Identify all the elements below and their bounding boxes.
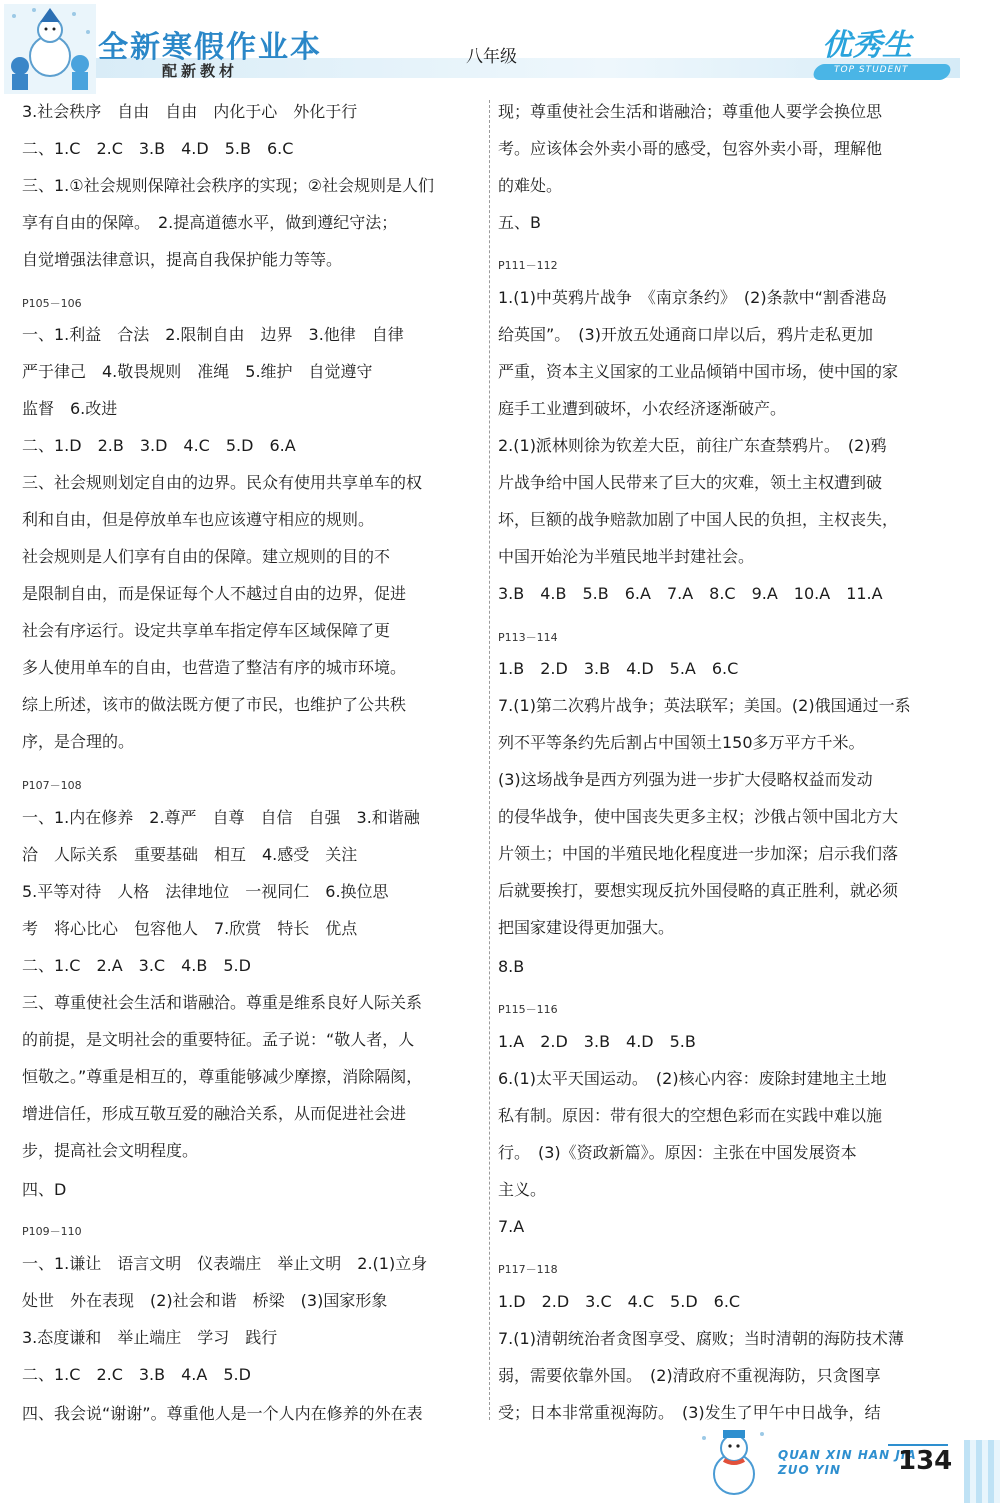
column-divider — [489, 100, 490, 1420]
answer-line: 3.社会秩序 自由 自由 内化于心 外化于行 — [22, 102, 358, 121]
answer-line: 1.A 2.D 3.B 4.D 5.B — [498, 1032, 696, 1051]
answer-line: 三、1.①社会规则保障社会秩序的实现；②社会规则是人们 — [22, 176, 434, 195]
brand-logo — [800, 20, 960, 88]
page-number: 134 — [898, 1446, 953, 1476]
answer-line: 考。应该体会外卖小哥的感受，包容外卖小哥，理解他 — [498, 139, 883, 158]
answer-line: 的难处。 — [498, 176, 563, 195]
answer-line: 8.B — [498, 957, 525, 976]
answer-line: 三、社会规则划定自由的边界。民众有使用共享单车的权 — [22, 473, 423, 492]
answer-line: 的前提，是文明社会的重要特征。孟子说：“敬人者，人 — [22, 1030, 415, 1049]
answer-line: 社会规则是人们享有自由的保障。建立规则的目的不 — [22, 547, 391, 566]
answer-line: 弱，需要依靠外国。 (2)清政府不重视海防，只贪图享 — [498, 1366, 881, 1385]
answer-line: 7.(1)第二次鸦片战争；英法联军；美国。(2)俄国通过一系 — [498, 696, 911, 715]
answer-line: 坏，巨额的战争赔款加剧了中国人民的负担，主权丧失， — [498, 510, 899, 529]
answer-line: 1.(1)中英鸦片战争 《南京条约》 (2)条款中“割香港岛 — [498, 288, 887, 307]
answer-line: 多人使用单车的自由，也营造了整洁有序的城市环境。 — [22, 658, 407, 677]
page-header — [0, 0, 1000, 98]
answer-line: 享有自由的保障。 2.提高道德水平，做到遵纪守法； — [22, 213, 398, 232]
answer-line: 主义。 — [498, 1180, 547, 1199]
page-reference: P113－114 — [498, 631, 558, 644]
answer-line: 三、尊重使社会生活和谐融洽。尊重是维系良好人际关系 — [22, 993, 423, 1012]
footer-caption-line2: ZUO YIN — [778, 1463, 842, 1477]
answer-line: (3)这场战争是西方列强为进一步扩大侵略权益而发动 — [498, 770, 873, 789]
page-reference: P115－116 — [498, 1003, 558, 1016]
answer-line: 1.D 2.D 3.C 4.C 5.D 6.C — [498, 1292, 741, 1311]
page-reference: P107－108 — [22, 779, 82, 792]
answer-line: 一、1.谦让 语言文明 仪表端庄 举止文明 2.(1)立身 — [22, 1254, 428, 1273]
brand-name: 优秀生 — [822, 28, 912, 63]
answer-line: 现；尊重使社会生活和谐融洽；尊重他人要学会换位思 — [498, 102, 883, 121]
answer-line: 自觉增强法律意识，提高自我保护能力等等。 — [22, 250, 343, 269]
answer-line: 二、1.C 2.C 3.B 4.D 5.B 6.C — [22, 139, 294, 158]
snowman-kids-icon — [4, 4, 96, 94]
page-reference: P105－106 — [22, 297, 82, 310]
answer-line: 处世 外在表现 (2)社会和谐 桥梁 (3)国家形象 — [22, 1291, 388, 1310]
answer-line: 二、1.C 2.C 3.B 4.A 5.D — [22, 1365, 251, 1384]
answer-line: 1.B 2.D 3.B 4.D 5.A 6.C — [498, 659, 739, 678]
answer-line: 四、我会说“谢谢”。尊重他人是一个人内在修养的外在表 — [22, 1404, 423, 1423]
answer-line: 洽 人际关系 重要基础 相互 4.感受 关注 — [22, 845, 358, 864]
answer-line: 是限制自由，而是保证每个人不越过自由的边界，促进 — [22, 584, 407, 603]
answer-line: 步，提高社会文明程度。 — [22, 1141, 199, 1160]
answer-line: 5.平等对待 人格 法律地位 一视同仁 6.换位思 — [22, 882, 389, 901]
footer-caption-line1: QUAN XIN HAN JIA — [778, 1448, 917, 1462]
snowman-icon — [696, 1424, 772, 1500]
answer-line: 7.A — [498, 1217, 525, 1236]
answer-line: 3.态度谦和 举止端庄 学习 践行 — [22, 1328, 278, 1347]
answer-line: 增进信任，形成互敬互爱的融洽关系，从而促进社会进 — [22, 1104, 407, 1123]
answer-line: 一、1.利益 合法 2.限制自由 边界 3.他律 自律 — [22, 325, 404, 344]
answer-line: 片领土；中国的半殖民地化程度进一步加深；启示我们落 — [498, 844, 899, 863]
answer-line: 四、D — [22, 1180, 67, 1199]
answer-line: 给英国”。 (3)开放五处通商口岸以后，鸦片走私更加 — [498, 325, 873, 344]
answer-line: 二、1.D 2.B 3.D 4.C 5.D 6.A — [22, 436, 296, 455]
page-reference: P117－118 — [498, 1263, 558, 1276]
grade-label: 八年级 — [466, 47, 517, 67]
answer-line: 综上所述，该市的做法既方便了市民，也维护了公共秩 — [22, 695, 407, 714]
answer-line: 监督 6.改进 — [22, 399, 118, 418]
decorative-strip — [964, 1440, 1000, 1503]
answer-line: 考 将心比心 包容他人 7.欣赏 特长 优点 — [22, 919, 358, 938]
answer-line: 社会有序运行。设定共享单车指定停车区域保障了更 — [22, 621, 391, 640]
answer-line: 列不平等条约先后割占中国领土150多万平方千米。 — [498, 733, 865, 752]
answer-line: 二、1.C 2.A 3.C 4.B 5.D — [22, 956, 251, 975]
page-reference: P109－110 — [22, 1225, 82, 1238]
answer-line: 3.B 4.B 5.B 6.A 7.A 8.C 9.A 10.A 11.A — [498, 584, 883, 603]
answer-line: 7.(1)清朝统治者贪图享受、腐败；当时清朝的海防技术薄 — [498, 1329, 904, 1348]
answer-line: 的侵华战争，使中国丧失更多主权；沙俄占领中国北方大 — [498, 807, 899, 826]
answer-line: 把国家建设得更加强大。 — [498, 918, 675, 937]
book-subtitle: 配新教材 — [162, 62, 239, 80]
answer-line: 行。 (3)《资政新篇》。原因：主张在中国发展资本 — [498, 1143, 857, 1162]
answer-line: 严于律己 4.敬畏规则 准绳 5.维护 自觉遵守 — [22, 362, 373, 381]
brand-tagline: TOP STUDENT — [834, 65, 909, 75]
answer-line: 五、B — [498, 213, 541, 232]
answer-line: 6.(1)太平天国运动。 (2)核心内容：废除封建地主土地 — [498, 1069, 887, 1088]
answer-line: 恒敬之。”尊重是相互的，尊重能够减少摩擦，消除隔阂， — [22, 1067, 423, 1086]
page-reference: P111－112 — [498, 259, 558, 272]
answer-line: 中国开始沦为半殖民地半封建社会。 — [498, 547, 755, 566]
answer-line: 一、1.内在修养 2.尊严 自尊 自信 自强 3.和谐融 — [22, 808, 420, 827]
answer-line: 利和自由，但是停放单车也应该遵守相应的规则。 — [22, 510, 375, 529]
answer-line: 私有制。原因：带有很大的空想色彩而在实践中难以施 — [498, 1106, 883, 1125]
book-title: 全新寒假作业本 — [98, 30, 322, 65]
answer-line: 序，是合理的。 — [22, 732, 135, 751]
answer-line: 严重，资本主义国家的工业品倾销中国市场，使中国的家 — [498, 362, 899, 381]
answer-line: 片战争给中国人民带来了巨大的灾难，领土主权遭到破 — [498, 473, 883, 492]
answer-line: 庭手工业遭到破坏，小农经济逐渐破产。 — [498, 399, 787, 418]
answer-line: 受；日本非常重视海防。 (3)发生了甲午中日战争，结 — [498, 1403, 881, 1422]
answer-line: 后就要挨打，要想实现反抗外国侵略的真正胜利，就必须 — [498, 881, 899, 900]
answer-line: 2.(1)派林则徐为钦差大臣，前往广东查禁鸦片。 (2)鸦 — [498, 436, 887, 455]
